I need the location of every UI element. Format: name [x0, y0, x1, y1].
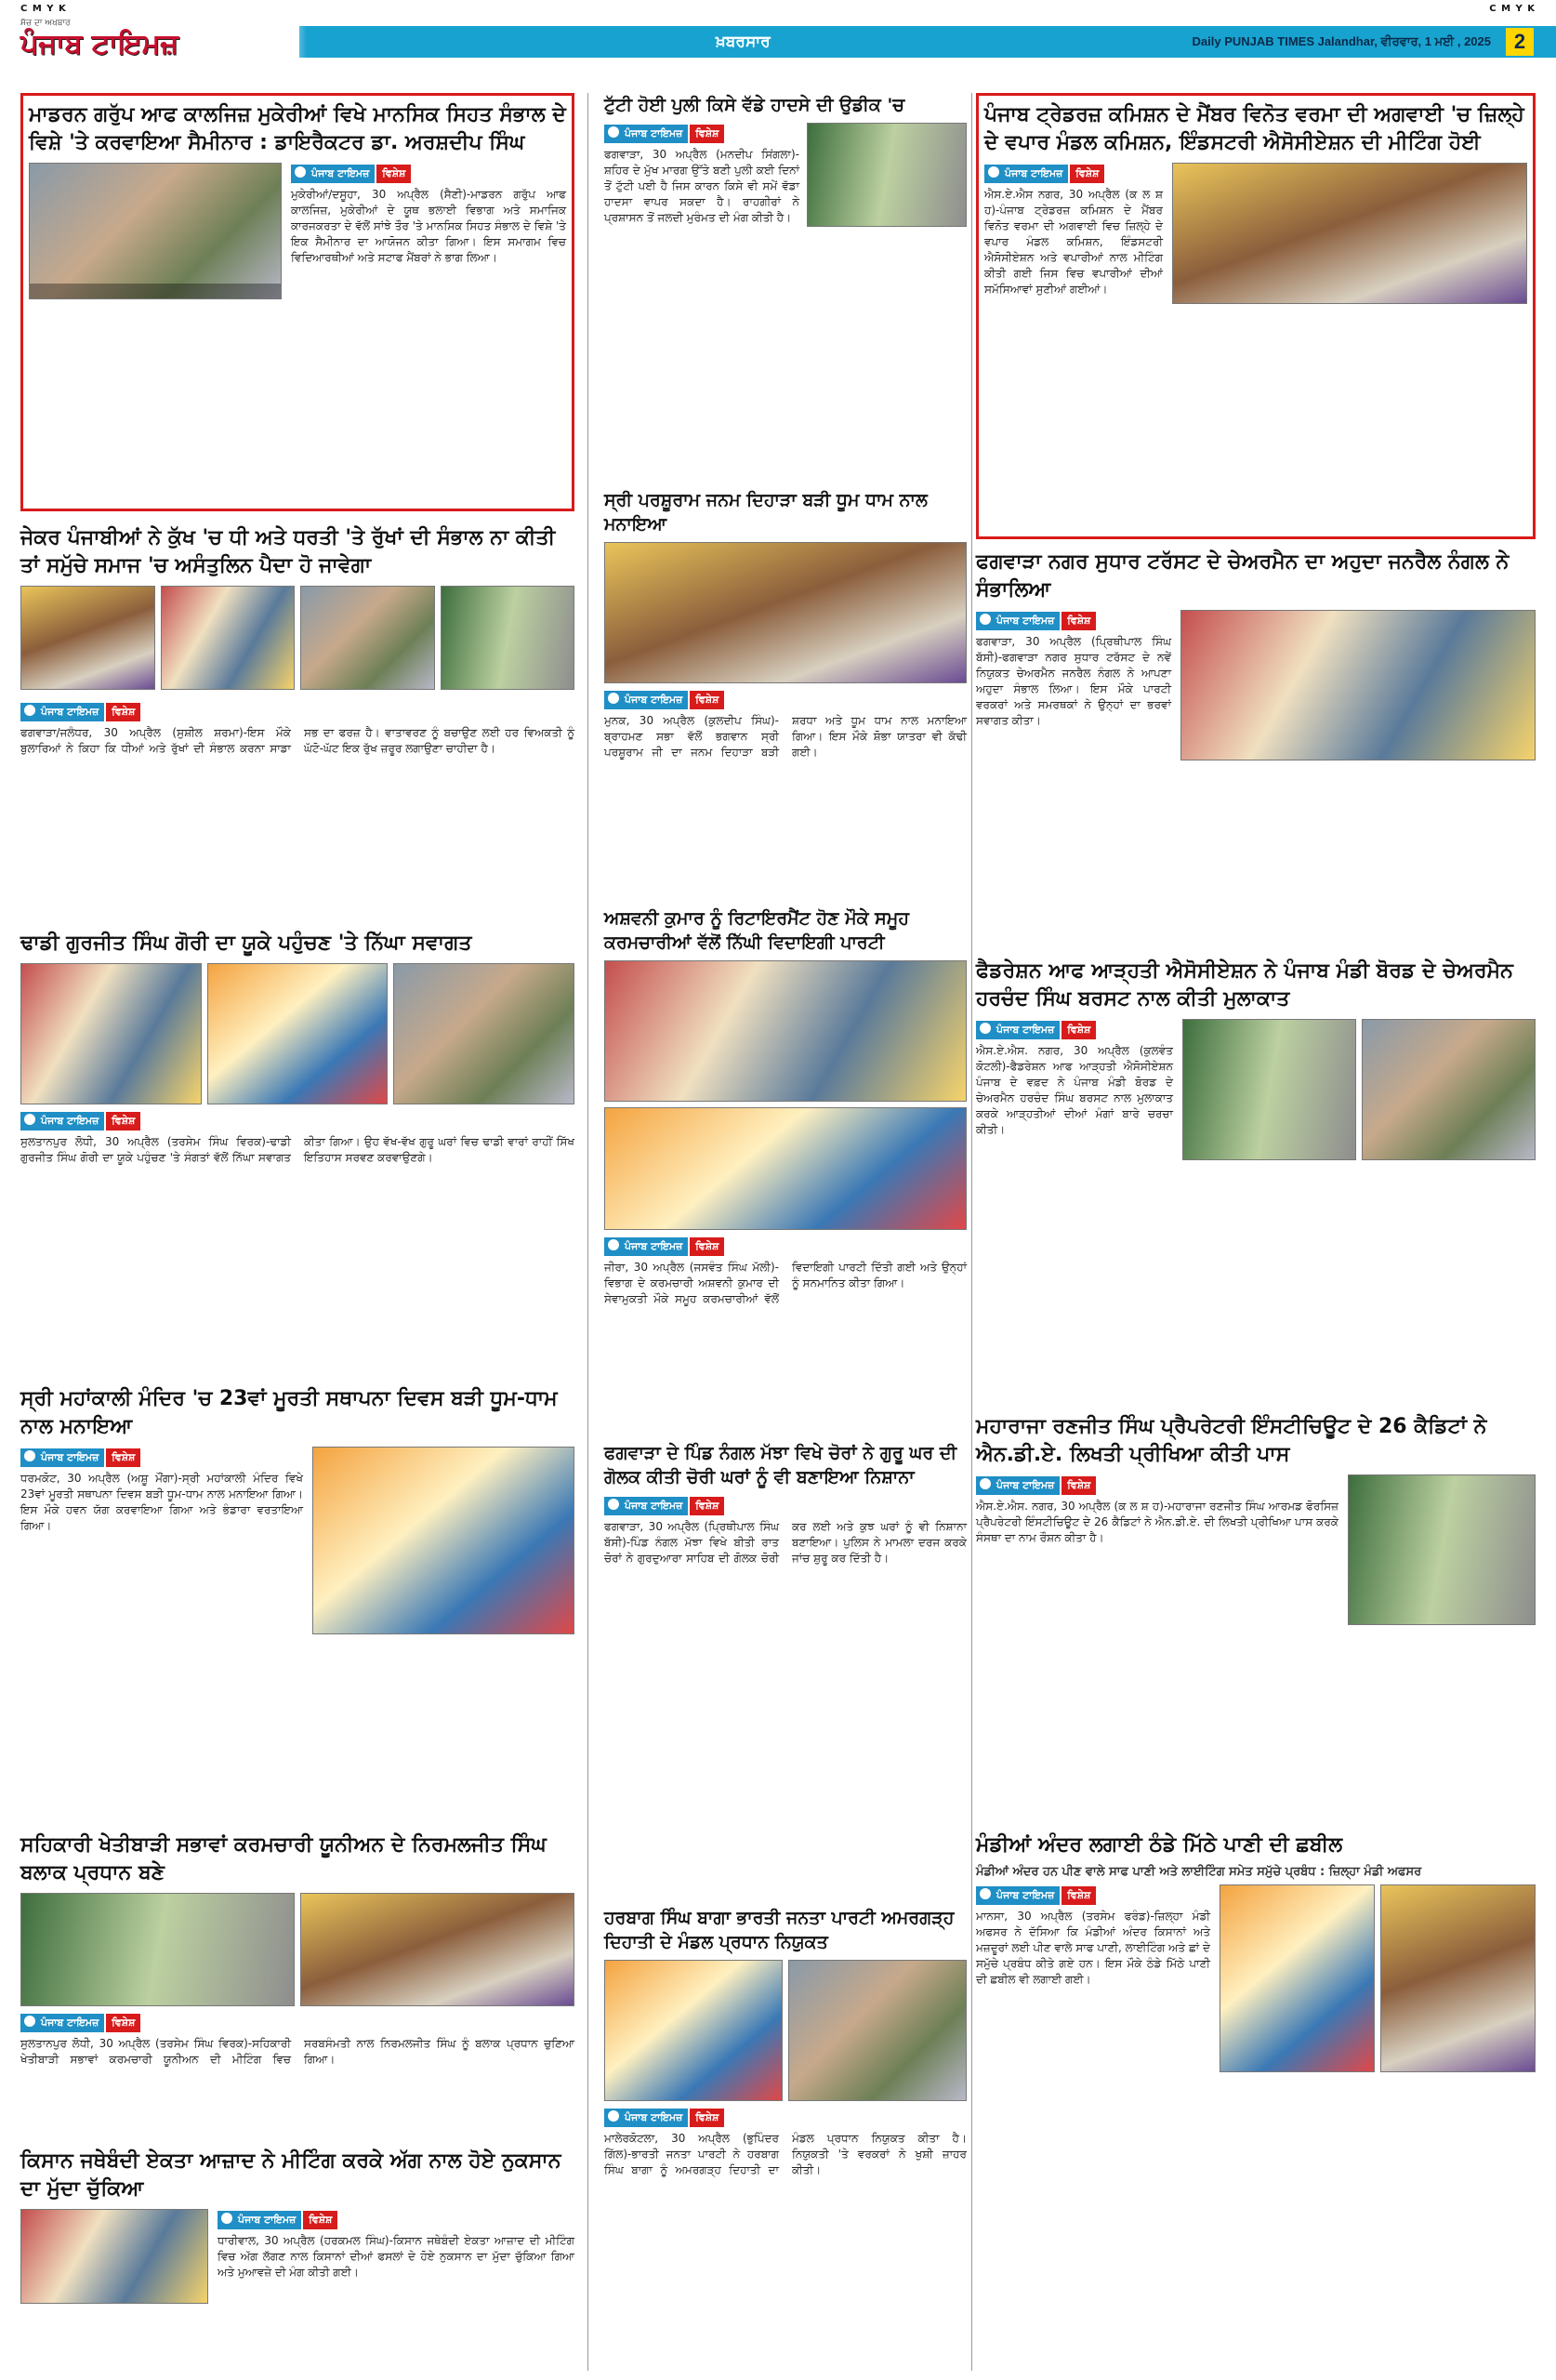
- article-body: ਮੁਕੇਰੀਆਂ/ਦਸੂਹਾ, 30 ਅਪ੍ਰੈਲ (ਸੈਣੀ)-ਮਾਡਰਨ ਗਰੁੱਪ ਆਫ ਕਾਲਜਿਜ਼, ਮੁਕੇਰੀਆਂ ਦੇ ਯੂਥ ਭਲਾਈ ਵਿਭਾਗ ਅਤੇ ਸਮਾਜਿਕ ਕਾਰਜਕਰਤਾ ਦੇ ਵੱਲੋਂ ਸਾਂਝੇ ਤੌਰ 'ਤੇ ਮਾਨਸਿਕ ਸਿਹਤ ਸੰਭਾਲ ਦੇ ਵਿਸ਼ੇ 'ਤੇ ਇਕ ਸੈਮੀਨਾਰ ਦਾ ਆਯੋਜਨ ਕੀਤਾ ਗਿਆ। ਇਸ ਸਮਾਗਮ ਵਿਚ ਵਿਦਿਆਰਥੀਆਂ ਅਤੇ ਸਟਾਫ ਮੈਂਬਰਾਂ ਨੇ ਭਾਗ ਲਿਆ।: [291, 188, 566, 264]
- article-photo: [20, 1893, 295, 2006]
- article-mandi-chhabeel: [976, 1831, 1536, 2371]
- article-mahakali-mandir: [20, 1385, 574, 1822]
- article-body: ਐਸ.ਏ.ਐਸ ਨਗਰ, 30 ਅਪ੍ਰੈਲ (ਕ ਲ ਸ਼ ਹ)-ਪੰਜਾਬ ਟ੍ਰੇਡਰਜ਼ ਕਮਿਸ਼ਨ ਦੇ ਮੈਂਬਰ ਵਿਨੋਤ ਵਰਮਾ ਦੀ ਅਗਵਾਈ ਵਿਚ ਜ਼ਿਲ੍ਹੇ ਦੇ ਵਪਾਰ ਮੰਡਲ ਕਮਿਸ਼ਨ, ਇੰਡਸਟਰੀ ਐਸੋਸੀਏਸ਼ਨ ਅਤੇ ਵਪਾਰੀਆਂ ਨਾਲ ਮੀਟਿੰਗ ਕੀਤੀ ਗਈ ਜਿਸ ਵਿਚ ਵਪਾਰੀਆਂ ਦੀਆਂ ਸਮੱਸਿਆਵਾਂ ਸੁਣੀਆਂ ਗਈਆਂ।: [984, 188, 1163, 296]
- article-arhtiya-federation: [976, 958, 1536, 1404]
- byline-badge: ਪੰਜਾਬ ਟਾਇਮਜ਼ ਵਿਸ਼ੇਸ਼: [604, 2109, 724, 2127]
- subheadline: ਮੰਡੀਆਂ ਅੰਦਰ ਹਨ ਪੀਣ ਵਾਲੇ ਸਾਫ ਪਾਣੀ ਅਤੇ ਲਾਈਟਿੰਗ ਸਮੇਤ ਸਮੁੱਚੇ ਪ੍ਰਬੰਧ : ਜ਼ਿਲ੍ਹਾ ਮੰਡੀ ਅਫਸਰ: [976, 1865, 1422, 1879]
- article-body: ਐਸ.ਏ.ਐਸ. ਨਗਰ, 30 ਅਪ੍ਰੈਲ (ਕੁਲਵੰਤ ਕੋਟਲੀ)-ਫੈਡਰੇਸ਼ਨ ਆਫ ਆੜ੍ਹਤੀ ਐਸੋਸੀਏਸ਼ਨ ਪੰਜਾਬ ਦੇ ਵਫ਼ਦ ਨੇ ਪੰਜਾਬ ਮੰਡੀ ਬੋਰਡ ਦੇ ਚੇਅਰਮੈਨ ਹਰਚੰਦ ਸਿੰਘ ਬਰਸਟ ਨਾਲ ਮੁਲਾਕਾਤ ਕਰਕੇ ਆੜ੍ਹਤੀਆਂ ਦੀਆਂ ਮੰਗਾਂ ਬਾਰੇ ਚਰਚਾ ਕੀਤੀ।: [976, 1044, 1173, 1136]
- headline: ਸਹਿਕਾਰੀ ਖੇਤੀਬਾੜੀ ਸਭਾਵਾਂ ਕਰਮਚਾਰੀ ਯੂਨੀਅਨ ਦੇ ਨਿਰਮਲਜੀਤ ਸਿੰਘ ਬਲਾਕ ਪ੍ਰਧਾਨ ਬਣੇ: [20, 1833, 547, 1884]
- article-photo: [1172, 163, 1527, 304]
- headline: ਸ੍ਰੀ ਪਰਸ਼ੂਰਾਮ ਜਨਮ ਦਿਹਾੜਾ ਬੜੀ ਧੂਮ ਧਾਮ ਨਾਲ ਮਨਾਇਆ: [604, 490, 928, 535]
- article-photo: [393, 963, 574, 1104]
- article-body: ਧਾਰੀਵਾਲ, 30 ਅਪ੍ਰੈਲ (ਹਰਕਮਲ ਸਿੰਘ)-ਕਿਸਾਨ ਜਥੇਬੰਦੀ ਏਕਤਾ ਆਜ਼ਾਦ ਦੀ ਮੀਟਿੰਗ ਵਿਚ ਅੱਗ ਲੱਗਣ ਨਾਲ ਕਿਸਾਨਾਂ ਦੀਆਂ ਫਸਲਾਂ ਦੇ ਹੋਏ ਨੁਕਸਾਨ ਦਾ ਮੁੱਦਾ ਚੁੱਕਿਆ ਗਿਆ ਅਤੇ ਮੁਆਵਜ਼ੇ ਦੀ ਮੰਗ ਕੀਤੀ ਗਈ।: [218, 2234, 574, 2279]
- article-photo: [1362, 1019, 1536, 1160]
- headline: ਮੰਡੀਆਂ ਅੰਦਰ ਲਗਾਈ ਠੰਡੇ ਮਿੱਠੇ ਪਾਣੀ ਦੀ ਛਬੀਲ: [976, 1833, 1343, 1857]
- article-modern-college-seminar: [20, 93, 574, 511]
- paper-name: ਪੰਜਾਬ ਟਾਇਮਜ਼: [20, 28, 178, 60]
- article-body: ਜੀਰਾ, 30 ਅਪ੍ਰੈਲ (ਜਸਵੰਤ ਸਿੰਘ ਮੱਲੀ)-ਵਿਭਾਗ ਦੇ ਕਰਮਚਾਰੀ ਅਸ਼ਵਨੀ ਕੁਮਾਰ ਦੀ ਸੇਵਾਮੁਕਤੀ ਮੌਕੇ ਸਮੂਹ ਕਰਮਚਾਰੀਆਂ ਵੱਲੋਂ ਵਿਦਾਇਗੀ ਪਾਰਟੀ ਦਿੱਤੀ ਗਈ ਅਤੇ ਉਨ੍ਹਾਂ ਨੂੰ ਸਨਮਾਨਿਤ ਕੀਤਾ ਗਿਆ।: [604, 1261, 967, 1305]
- headline: ਢਾਡੀ ਗੁਰਜੀਤ ਸਿੰਘ ਗੋਰੀ ਦਾ ਯੂਕੇ ਪਹੁੰਚਣ 'ਤੇ ਨਿੱਘਾ ਸਵਾਗਤ: [20, 932, 472, 955]
- headline: ਫੈਡਰੇਸ਼ਨ ਆਫ ਆੜ੍ਹਤੀ ਐਸੋਸੀਏਸ਼ਨ ਨੇ ਪੰਜਾਬ ਮੰਡੀ ਬੋਰਡ ਦੇ ਚੇਅਰਮੈਨ ਹਰਚੰਦ ਸਿੰਘ ਬਰਸਟ ਨਾਲ ਕੀਤੀ ਮੁਲਾਕਾਤ: [976, 959, 1513, 1011]
- article-photo: [604, 1107, 967, 1230]
- article-photo: [29, 163, 282, 299]
- article-traders-commission: [976, 93, 1536, 539]
- paper-tagline: ਸੱਚ ਦਾ ਅਖਬਾਰ: [20, 19, 71, 28]
- byline-badge: ਪੰਜਾਬ ਟਾਇਮਜ਼ ਵਿਸ਼ੇਸ਼: [291, 165, 411, 183]
- article-photo: [604, 960, 967, 1102]
- masthead: [0, 0, 1556, 65]
- dateline: Daily PUNJAB TIMES Jalandhar, ਵੀਰਵਾਰ, 1 ਮਈ , 2025: [1192, 34, 1491, 48]
- article-photo-portrait: [1348, 1474, 1536, 1625]
- headline: ਪੰਜਾਬ ਟ੍ਰੇਡਰਜ਼ ਕਮਿਸ਼ਨ ਦੇ ਮੈਂਬਰ ਵਿਨੋਤ ਵਰਮਾ ਦੀ ਅਗਵਾਈ 'ਚ ਜ਼ਿਲ੍ਹੇ ਦੇ ਵਪਾਰ ਮੰਡਲ ਕਮਿਸ਼ਨ, ਇੰਡਸਟਰੀ ਐਸੋਸੀਏਸ਼ਨ ਦੀ ਮੀਟਿੰਗ ਹੋਈ: [984, 103, 1524, 154]
- byline-badge: ਪੰਜਾਬ ਟਾਇਮਜ਼ ਵਿਸ਼ੇਸ਼: [976, 1021, 1096, 1039]
- article-body: ਸੁਲਤਾਨਪੁਰ ਲੋਧੀ, 30 ਅਪ੍ਰੈਲ (ਤਰਸੇਮ ਸਿੰਘ ਵਿਰਕ)-ਢਾਡੀ ਗੁਰਜੀਤ ਸਿੰਘ ਗੋਰੀ ਦਾ ਯੂਕੇ ਪਹੁੰਚਣ 'ਤੇ ਸੰਗਤਾਂ ਵੱਲੋਂ ਨਿੱਘਾ ਸਵਾਗਤ ਕੀਤਾ ਗਿਆ। ਉਹ ਵੱਖ-ਵੱਖ ਗੁਰੂ ਘਰਾਂ ਵਿਚ ਢਾਡੀ ਵਾਰਾਂ ਰਾਹੀਂ ਸਿੱਖ ਇਤਿਹਾਸ ਸਰਵਣ ਕਰਵਾਉਣਗੇ।: [20, 1135, 574, 1164]
- article-body: ਮਾਨਸਾ, 30 ਅਪ੍ਰੈਲ (ਤਰਸੇਮ ਫਰੰਡ)-ਜ਼ਿਲ੍ਹਾ ਮੰਡੀ ਅਫਸਰ ਨੇ ਦੱਸਿਆ ਕਿ ਮੰਡੀਆਂ ਅੰਦਰ ਕਿਸਾਨਾਂ ਅਤੇ ਮਜ਼ਦੂਰਾਂ ਲਈ ਪੀਣ ਵਾਲੇ ਸਾਫ ਪਾਣੀ, ਲਾਈਟਿੰਗ ਅਤੇ ਛਾਂ ਦੇ ਸਮੁੱਚੇ ਪ੍ਰਬੰਧ ਕੀਤੇ ਗਏ ਹਨ। ਇਸ ਮੌਕੇ ਠੰਡੇ ਮਿੱਠੇ ਪਾਣੀ ਦੀ ਛਬੀਲ ਵੀ ਲਗਾਈ ਗਈ।: [976, 1910, 1210, 1986]
- article-body: ਫਗਵਾੜਾ, 30 ਅਪ੍ਰੈਲ (ਪ੍ਰਿਥੀਪਾਲ ਸਿੰਘ ਬੱਸੀ)-ਪਿੰਡ ਨੰਗਲ ਮੱਝਾ ਵਿਖੇ ਬੀਤੀ ਰਾਤ ਚੋਰਾਂ ਨੇ ਗੁਰਦੁਆਰਾ ਸਾਹਿਬ ਦੀ ਗੋਲਕ ਚੋਰੀ ਕਰ ਲਈ ਅਤੇ ਕੁਝ ਘਰਾਂ ਨੂੰ ਵੀ ਨਿਸ਼ਾਨਾ ਬਣਾਇਆ। ਪੁਲਿਸ ਨੇ ਮਾਮਲਾ ਦਰਜ ਕਰਕੇ ਜਾਂਚ ਸ਼ੁਰੂ ਕਰ ਦਿੱਤੀ ਹੈ।: [604, 1520, 967, 1565]
- article-photo: [788, 1960, 967, 2101]
- headline: ਫਗਵਾੜਾ ਨਗਰ ਸੁਧਾਰ ਟਰੱਸਟ ਦੇ ਚੇਅਰਮੈਨ ਦਾ ਅਹੁਦਾ ਜਨਰੈਲ ਨੰਗਲ ਨੇ ਸੰਭਾਲਿਆ: [976, 550, 1510, 602]
- article-photo: [20, 963, 202, 1104]
- headline: ਮਾਡਰਨ ਗਰੁੱਪ ਆਫ ਕਾਲਜਿਜ਼ ਮੁਕੇਰੀਆਂ ਵਿਖੇ ਮਾਨਸਿਕ ਸਿਹਤ ਸੰਭਾਲ ਦੇ ਵਿਸ਼ੇ 'ਤੇ ਕਰਵਾਇਆ ਸੈਮੀਨਾਰ : ਡਾਇਰੈਕਟਰ ਡਾ. ਅਰਸ਼ਦੀਪ ਸਿੰਘ: [29, 103, 566, 154]
- byline-badge: ਪੰਜਾਬ ਟਾਇਮਜ਼ ਵਿਸ਼ੇਸ਼: [984, 165, 1104, 183]
- article-broken-culvert: [604, 93, 967, 483]
- byline-badge: ਪੰਜਾਬ ਟਾਇਮਜ਼ ਵਿਸ਼ੇਸ਼: [976, 612, 1096, 630]
- article-photo: [604, 1960, 783, 2101]
- byline-badge: ਪੰਜਾਬ ਟਾਇਮਜ਼ ਵਿਸ਼ੇਸ਼: [218, 2211, 337, 2229]
- byline-badge: ਪੰਜਾਬ ਟਾਇਮਜ਼ ਵਿਸ਼ੇਸ਼: [604, 1497, 724, 1515]
- article-photo: [604, 542, 967, 683]
- article-ashwani-retirement: [604, 906, 967, 1432]
- byline-badge: ਪੰਜਾਬ ਟਾਇਮਜ਼ ਵਿਸ਼ੇਸ਼: [604, 691, 724, 709]
- article-photo: [1220, 1884, 1375, 2072]
- headline: ਮਹਾਰਾਜਾ ਰਣਜੀਤ ਸਿੰਘ ਪ੍ਰੈਪਰੇਟਰੀ ਇੰਸਟੀਚਿਊਟ ਦੇ 26 ਕੈਡਿਟਾਂ ਨੇ ਐਨ.ਡੀ.ਏ. ਲਿਖਤੀ ਪ੍ਰੀਖਿਆ ਕੀਤੀ ਪਾਸ: [976, 1415, 1487, 1466]
- byline-badge: ਪੰਜਾਬ ਟਾਇਮਜ਼ ਵਿਸ਼ੇਸ਼: [976, 1886, 1096, 1905]
- article-photo: [207, 963, 389, 1104]
- section-title: ਖ਼ਬਰਸਾਰ: [716, 33, 771, 51]
- headline: ਅਸ਼ਵਨੀ ਕੁਮਾਰ ਨੂੰ ਰਿਟਾਇਰਮੈਂਟ ਹੋਣ ਮੌਕੇ ਸਮੂਹ ਕਰਮਚਾਰੀਆਂ ਵੱਲੋਂ ਨਿੱਘੀ ਵਿਦਾਇਗੀ ਪਾਰਟੀ: [604, 908, 909, 953]
- article-improvement-trust-chairman: [976, 549, 1536, 948]
- paper-logo: [20, 19, 299, 58]
- cmyk-mark-left: C M Y K: [20, 4, 67, 14]
- byline-badge: ਪੰਜਾਬ ਟਾਇਮਜ਼ ਵਿਸ਼ੇਸ਼: [604, 125, 724, 143]
- article-body: ਫਗਵਾੜਾ/ਜਲੰਧਰ, 30 ਅਪ੍ਰੈਲ (ਸੁਸ਼ੀਲ ਸ਼ਰਮਾ)-ਇਸ ਮੌਕੇ ਬੁਲਾਰਿਆਂ ਨੇ ਕਿਹਾ ਕਿ ਧੀਆਂ ਅਤੇ ਰੁੱਖਾਂ ਦੀ ਸੰਭਾਲ ਕਰਨਾ ਸਾਡਾ ਸਭ ਦਾ ਫਰਜ਼ ਹੈ। ਵਾਤਾਵਰਣ ਨੂੰ ਬਚਾਉਣ ਲਈ ਹਰ ਵਿਅਕਤੀ ਨੂੰ ਘੱਟੋ-ਘੱਟ ਇਕ ਰੁੱਖ ਜ਼ਰੂਰ ਲਗਾਉਣਾ ਚਾਹੀਦਾ ਹੈ।: [20, 726, 574, 755]
- article-body: ਸੁਲਤਾਨਪੁਰ ਲੋਧੀ, 30 ਅਪ੍ਰੈਲ (ਤਰਸੇਮ ਸਿੰਘ ਵਿਰਕ)-ਸਹਿਕਾਰੀ ਖੇਤੀਬਾੜੀ ਸਭਾਵਾਂ ਕਰਮਚਾਰੀ ਯੂਨੀਅਨ ਦੀ ਮੀਟਿੰਗ ਵਿਚ ਸਰਬਸੰਮਤੀ ਨਾਲ ਨਿਰਮਲਜੀਤ ਸਿੰਘ ਨੂੰ ਬਲਾਕ ਪ੍ਰਧਾਨ ਚੁਣਿਆ ਗਿਆ।: [20, 2037, 574, 2066]
- article-body: ਫਗਵਾੜਾ, 30 ਅਪ੍ਰੈਲ (ਮਨਦੀਪ ਸਿਂਗਲਾ)-ਸ਼ਹਿਰ ਦੇ ਮੁੱਖ ਮਾਰਗ ਉੱਤੇ ਬਣੀ ਪੁਲੀ ਕਈ ਦਿਨਾਂ ਤੋਂ ਟੁੱਟੀ ਪਈ ਹੈ ਜਿਸ ਕਾਰਨ ਕਿਸੇ ਵੀ ਸਮੇਂ ਵੱਡਾ ਹਾਦਸਾ ਵਾਪਰ ਸਕਦਾ ਹੈ। ਰਾਹਗੀਰਾਂ ਨੇ ਪ੍ਰਸ਼ਾਸਨ ਤੋਂ ਜਲਦੀ ਮੁਰੰਮਤ ਦੀ ਮੰਗ ਕੀਤੀ ਹੈ।: [604, 148, 799, 224]
- article-body: ਮਾਲੇਰਕੋਟਲਾ, 30 ਅਪ੍ਰੈਲ (ਭੁਪਿੰਦਰ ਗਿੱਲ)-ਭਾਰਤੀ ਜਨਤਾ ਪਾਰਟੀ ਨੇ ਹਰਬਾਗ ਸਿੰਘ ਬਾਗਾ ਨੂੰ ਅਮਰਗੜ੍ਹ ਦਿਹਾਤੀ ਦਾ ਮੰਡਲ ਪ੍ਰਧਾਨ ਨਿਯੁਕਤ ਕੀਤਾ ਹੈ। ਨਿਯੁਕਤੀ 'ਤੇ ਵਰਕਰਾਂ ਨੇ ਖੁਸ਼ੀ ਜ਼ਾਹਰ ਕੀਤੀ।: [604, 2132, 967, 2176]
- article-bjp-mandal-president: [604, 1906, 967, 2371]
- headline: ਸ੍ਰੀ ਮਹਾਂਕਾਲੀ ਮੰਦਿਰ 'ਚ 23ਵਾਂ ਮੂਰਤੀ ਸਥਾਪਨਾ ਦਿਵਸ ਬੜੀ ਧੂਮ-ਧਾਮ ਨਾਲ ਮਨਾਇਆ: [20, 1387, 558, 1438]
- byline-badge: ਪੰਜਾਬ ਟਾਇਮਜ਼ ਵਿਸ਼ੇਸ਼: [20, 1448, 140, 1467]
- article-kisan-union: [20, 2148, 574, 2371]
- article-cooperative-union: [20, 1831, 574, 2138]
- headline: ਹਰਬਾਗ ਸਿੰਘ ਬਾਗਾ ਭਾਰਤੀ ਜਨਤਾ ਪਾਰਟੀ ਅਮਰਗੜ੍ਹ ਦਿਹਾਤੀ ਦੇ ਮੰਡਲ ਪ੍ਰਧਾਨ ਨਿਯੁਕਤ: [604, 1908, 955, 1952]
- article-photo: [161, 586, 296, 690]
- page-number: 2: [1506, 28, 1534, 56]
- byline-badge: ਪੰਜਾਬ ਟਾਇਮਜ਼ ਵਿਸ਼ੇਸ਼: [20, 2014, 140, 2032]
- article-photo: [20, 586, 155, 690]
- byline-badge: ਪੰਜਾਬ ਟਾਇਮਜ਼ ਵਿਸ਼ੇਸ਼: [976, 1476, 1096, 1495]
- byline-badge: ਪੰਜਾਬ ਟਾਇਮਜ਼ ਵਿਸ਼ੇਸ਼: [604, 1237, 724, 1256]
- cmyk-mark-right: C M Y K: [1489, 4, 1536, 14]
- article-photo: [300, 1893, 574, 2006]
- article-nda-cadets: [976, 1413, 1536, 1822]
- headline: ਫਗਵਾੜਾ ਦੇ ਪਿੰਡ ਨੰਗਲ ਮੱਝਾ ਵਿਖੇ ਚੋਰਾਂ ਨੇ ਗੁਰੂ ਘਰ ਦੀ ਗੋਲਕ ਕੀਤੀ ਚੋਰੀ ਘਰਾਂ ਨੂੰ ਵੀ ਬਣਾਇਆ ਨਿਸ਼ਾਨਾ: [604, 1443, 957, 1488]
- headline: ਕਿਸਾਨ ਜਥੇਬੰਦੀ ਏਕਤਾ ਆਜ਼ਾਦ ਨੇ ਮੀਟਿੰਗ ਕਰਕੇ ਅੱਗ ਨਾਲ ਹੋਏ ਨੁਕਸਾਨ ਦਾ ਮੁੱਦਾ ਚੁੱਕਿਆ: [20, 2149, 561, 2201]
- headline: ਟੁੱਟੀ ਹੋਈ ਪੁਲੀ ਕਿਸੇ ਵੱਡੇ ਹਾਦਸੇ ਦੀ ਉਡੀਕ 'ਚ: [604, 95, 905, 115]
- article-photo: [312, 1447, 574, 1634]
- article-photo: [20, 2209, 208, 2304]
- article-daughters-trees: [20, 524, 574, 924]
- article-photo: [1182, 1019, 1356, 1160]
- article-photo: [1380, 1884, 1536, 2072]
- article-photo: [300, 586, 435, 690]
- article-photo: [1180, 610, 1536, 760]
- article-gurdwara-theft: [604, 1441, 967, 1897]
- article-body: ਮੁਨਕ, 30 ਅਪ੍ਰੈਲ (ਕੁਲਦੀਪ ਸਿੰਘ)-ਬ੍ਰਾਹਮਣ ਸਭਾ ਵੱਲੋਂ ਭਗਵਾਨ ਸ੍ਰੀ ਪਰਸ਼ੂਰਾਮ ਜੀ ਦਾ ਜਨਮ ਦਿਹਾੜਾ ਬੜੀ ਸ਼ਰਧਾ ਅਤੇ ਧੂਮ ਧਾਮ ਨਾਲ ਮਨਾਇਆ ਗਿਆ। ਇਸ ਮੌਕੇ ਸ਼ੋਭਾ ਯਾਤਰਾ ਵੀ ਕੱਢੀ ਗਈ।: [604, 714, 967, 759]
- column-rule: [971, 93, 972, 2371]
- column-rule: [587, 93, 588, 2371]
- byline-badge: ਪੰਜਾਬ ਟਾਇਮਜ਼ ਵਿਸ਼ੇਸ਼: [20, 703, 140, 721]
- article-photo: [441, 586, 575, 690]
- article-dhadi-uk-welcome: [20, 930, 574, 1376]
- article-body: ਐਸ.ਏ.ਐਸ. ਨਗਰ, 30 ਅਪ੍ਰੈਲ (ਕ ਲ ਸ਼ ਹ)-ਮਹਾਰਾਜਾ ਰਣਜੀਤ ਸਿੰਘ ਆਰਮਡ ਫੋਰਸਿਜ਼ ਪ੍ਰੈਪਰੇਟਰੀ ਇੰਸਟੀਚਿਊਟ ਦੇ 26 ਕੈਡਿਟਾਂ ਨੇ ਐਨ.ਡੀ.ਏ. ਦੀ ਲਿਖਤੀ ਪ੍ਰੀਖਿਆ ਪਾਸ ਕਰਕੇ ਸੰਸਥਾ ਦਾ ਨਾਮ ਰੌਸ਼ਨ ਕੀਤਾ ਹੈ।: [976, 1500, 1338, 1544]
- article-body: ਧਰਮਕੋਟ, 30 ਅਪ੍ਰੈਲ (ਅਸ਼ੂ ਮੌਂਗਾ)-ਸ੍ਰੀ ਮਹਾਂਕਾਲੀ ਮੰਦਿਰ ਵਿਖੇ 23ਵਾਂ ਮੂਰਤੀ ਸਥਾਪਨਾ ਦਿਵਸ ਬੜੀ ਧੂਮ-ਧਾਮ ਨਾਲ ਮਨਾਇਆ ਗਿਆ। ਇਸ ਮੌਕੇ ਹਵਨ ਯੱਗ ਕਰਵਾਇਆ ਗਿਆ ਅਤੇ ਭੰਡਾਰਾ ਵਰਤਾਇਆ ਗਿਆ।: [20, 1472, 303, 1532]
- byline-badge: ਪੰਜਾਬ ਟਾਇਮਜ਼ ਵਿਸ਼ੇਸ਼: [20, 1112, 140, 1130]
- headline: ਜੇਕਰ ਪੰਜਾਬੀਆਂ ਨੇ ਕੁੱਖ 'ਚ ਧੀ ਅਤੇ ਧਰਤੀ 'ਤੇ ਰੁੱਖਾਂ ਦੀ ਸੰਭਾਲ ਨਾ ਕੀਤੀ ਤਾਂ ਸਮੁੱਚੇ ਸਮਾਜ 'ਚ ਅਸੰਤੁਲਿਨ ਪੈਦਾ ਹੋ ਜਾਵੇਗਾ: [20, 526, 556, 577]
- article-photo: [807, 123, 967, 227]
- article-body: ਫਗਵਾੜਾ, 30 ਅਪ੍ਰੈਲ (ਪ੍ਰਿਥੀਪਾਲ ਸਿੰਘ ਬੱਸੀ)-ਫਗਵਾੜਾ ਨਗਰ ਸੁਧਾਰ ਟਰੱਸਟ ਦੇ ਨਵੇਂ ਨਿਯੁਕਤ ਚੇਅਰਮੈਨ ਜਨਰੈਲ ਨੰਗਲ ਨੇ ਆਪਣਾ ਅਹੁਦਾ ਸੰਭਾਲ ਲਿਆ। ਇਸ ਮੌਕੇ ਪਾਰਟੀ ਵਰਕਰਾਂ ਅਤੇ ਸਮਰਥਕਾਂ ਨੇ ਉਨ੍ਹਾਂ ਦਾ ਭਰਵਾਂ ਸਵਾਗਤ ਕੀਤਾ।: [976, 635, 1171, 727]
- article-parshuram-jayanti: [604, 488, 967, 897]
